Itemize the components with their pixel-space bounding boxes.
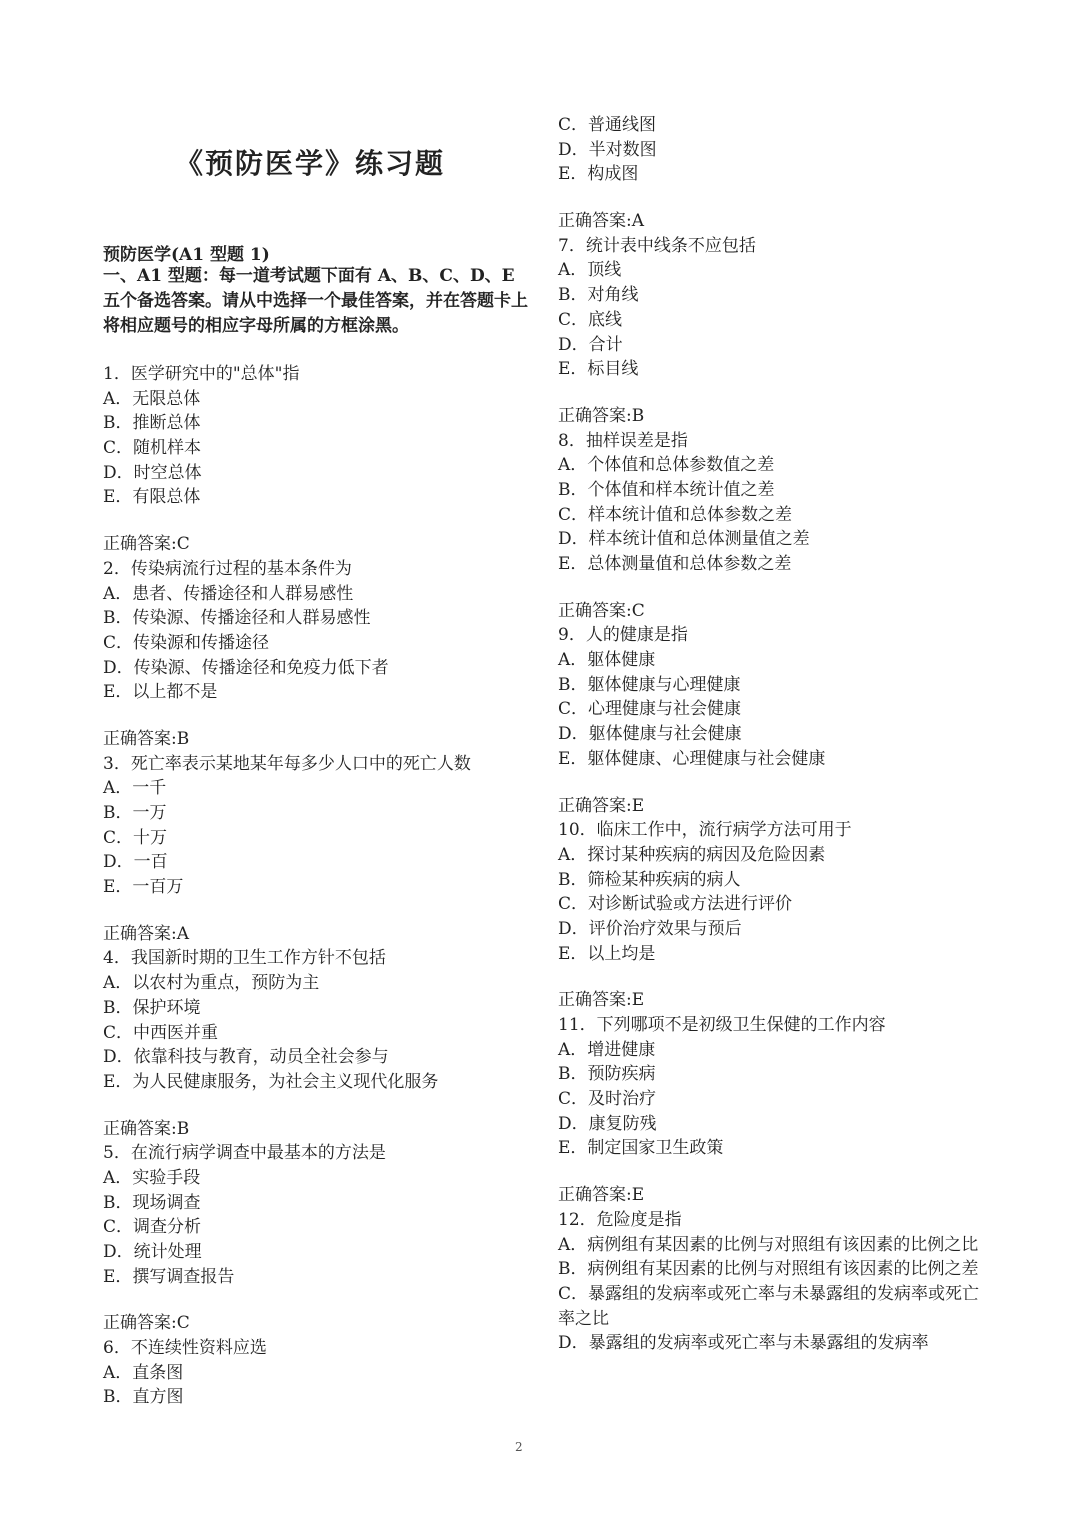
- question-stem: 10．临床工作中，流行病学方法可用于: [558, 820, 852, 841]
- left-column: [103, 362, 528, 1410]
- option-b: B．保护环境: [103, 997, 201, 1018]
- option-b: B．病例组有某因素的比例与对照组有该因素的比例之差: [558, 1259, 979, 1280]
- question-stem: 11．下列哪项不是初级卫生保健的工作内容: [558, 1015, 886, 1035]
- option-e: E．撰写调查报告: [103, 1266, 235, 1287]
- option-a: A．病例组有某因素的比例与对照组有该因素的比例之比: [558, 1234, 979, 1255]
- question-stem: 2．传染病流行过程的基本条件为: [103, 558, 352, 579]
- option-b: B．对角线: [558, 285, 639, 306]
- question-stem: 5．在流行病学调查中最基本的方法是: [103, 1143, 386, 1164]
- option-d: D．康复防残: [558, 1113, 657, 1134]
- option-a: A．一千: [103, 778, 167, 799]
- question-stem: 7．统计表中线条不应包括: [558, 235, 756, 256]
- option-a: A．直条图: [103, 1362, 184, 1383]
- option-e: E．躯体健康、心理健康与社会健康: [558, 748, 826, 769]
- correct-answer: 正确答案:C: [103, 534, 190, 555]
- option-e: E．以上都不是: [103, 682, 218, 703]
- option-a: A．增进健康: [558, 1039, 656, 1060]
- question-3: [103, 752, 528, 947]
- correct-answer: 正确答案:B: [103, 1118, 190, 1139]
- question-stem: 6．不连续性资料应选: [103, 1338, 267, 1359]
- option-b: B．个体值和样本统计值之差: [558, 479, 775, 500]
- question-10: [558, 818, 988, 1013]
- option-d: D．躯体健康与社会健康: [558, 724, 742, 745]
- option-a: A．实验手段: [103, 1167, 201, 1188]
- option-e: E．制定国家卫生政策: [558, 1138, 724, 1159]
- question-stem: 3．死亡率表示某地某年每多少人口中的死亡人数: [103, 753, 471, 774]
- option-b: B．传染源、传播途径和人群易感性: [103, 608, 371, 629]
- option-b: B．现场调查: [103, 1192, 201, 1213]
- question-6: [103, 1336, 528, 1410]
- question-12: [558, 1208, 988, 1356]
- question-8: [558, 429, 988, 624]
- option-c: C．十万: [103, 827, 168, 848]
- option-b: B．一万: [103, 803, 167, 823]
- option-e: E．标目线: [558, 359, 639, 380]
- option-d: D．时空总体: [103, 462, 202, 483]
- option-c: C．样本统计值和总体参数之差: [558, 504, 793, 525]
- option-c: C．底线: [558, 309, 623, 330]
- option-d: D．依靠科技与教育，动员全社会参与: [103, 1047, 389, 1068]
- option-a: A．无限总体: [103, 388, 201, 409]
- question-5: [103, 1141, 528, 1336]
- correct-answer: 正确答案:B: [103, 728, 190, 749]
- option-c: C．暴露组的发病率或死亡率与未暴露组的发病率或死亡率之比: [558, 1283, 980, 1329]
- question-stem: 1．医学研究中的"总体"指: [103, 364, 300, 384]
- option-a: A．个体值和总体参数值之差: [558, 455, 775, 476]
- correct-answer: 正确答案:C: [558, 600, 645, 621]
- option-b: B．推断总体: [103, 413, 201, 434]
- option-b: B．躯体健康与心理健康: [558, 674, 741, 695]
- option-c: C．及时治疗: [558, 1089, 657, 1110]
- option-a: A．以农村为重点，预防为主: [103, 973, 320, 994]
- option-d: D．合计: [558, 334, 623, 355]
- option-c: C．传染源和传播途径: [103, 632, 270, 653]
- question-stem: 4．我国新时期的卫生工作方针不包括: [103, 948, 386, 969]
- question-9: [558, 623, 988, 818]
- correct-answer: 正确答案:E: [558, 1185, 645, 1206]
- option-d: D．暴露组的发病率或死亡率与未暴露组的发病率: [558, 1333, 929, 1354]
- correct-answer: 正确答案:C: [103, 1313, 190, 1334]
- right-column: [558, 113, 988, 1356]
- option-b: B．预防疾病: [558, 1064, 656, 1085]
- option-d: D．一百: [103, 852, 168, 873]
- correct-answer: 正确答案:A: [103, 923, 190, 944]
- option-e: E．以上均是: [558, 943, 656, 964]
- option-c: C．对诊断试验或方法进行评价: [558, 894, 793, 915]
- correct-answer: 正确答案:A: [558, 211, 645, 232]
- question-stem: 9．人的健康是指: [558, 625, 688, 646]
- question-7: [558, 234, 988, 429]
- question-2: [103, 557, 528, 752]
- option-c: C．心理健康与社会健康: [558, 699, 742, 720]
- option-c: C．调查分析: [103, 1217, 202, 1238]
- option-a: A．探讨某种疾病的病因及危险因素: [558, 844, 826, 865]
- option-a: A．患者、传播途径和人群易感性: [103, 583, 354, 604]
- question-stem: 12．危险度是指: [558, 1209, 682, 1230]
- option-d: D．样本统计值和总体测量值之差: [558, 529, 810, 550]
- correct-answer: 正确答案:E: [558, 795, 645, 816]
- option-d: D．统计处理: [103, 1242, 202, 1262]
- option-e: E．总体测量值和总体参数之差: [558, 554, 792, 574]
- option-e: E．构成图: [558, 164, 639, 185]
- section-title: 预防医学(A1 型题 1): [103, 245, 270, 265]
- question-11: [558, 1013, 988, 1208]
- question-6-continued: [558, 113, 988, 234]
- option-e: E．一百万: [103, 877, 184, 898]
- option-c: C．普通线图: [558, 115, 657, 135]
- option-d: D．传染源、传播途径和免疫力低下者: [103, 657, 389, 678]
- instructions: 一、A1 型题：每一道考试题下面有 A、B、C、D、E 五个备选答案。请从中选择一个最佳答案，并在答题卡上将相应题号的相应字母所属的方框涂黑。: [103, 266, 528, 336]
- option-a: A．顶线: [558, 260, 622, 281]
- option-c: C．中西医并重: [103, 1022, 219, 1043]
- option-d: D．半对数图: [558, 139, 657, 160]
- question-1: [103, 362, 528, 557]
- page-number: 2: [515, 1440, 523, 1454]
- correct-answer: 正确答案:E: [558, 990, 645, 1011]
- option-d: D．评价治疗效果与预后: [558, 918, 742, 939]
- option-c: C．随机样本: [103, 438, 202, 459]
- page-title: 《预防医学》练习题: [175, 147, 446, 180]
- option-a: A．躯体健康: [558, 650, 656, 671]
- correct-answer: 正确答案:B: [558, 405, 645, 426]
- option-e: E．为人民健康服务，为社会主义现代化服务: [103, 1071, 439, 1092]
- option-e: E．有限总体: [103, 487, 201, 508]
- question-stem: 8．抽样误差是指: [558, 430, 688, 451]
- option-b: B．直方图: [103, 1387, 184, 1408]
- option-b: B．筛检某种疾病的病人: [558, 869, 741, 890]
- question-4: [103, 946, 528, 1141]
